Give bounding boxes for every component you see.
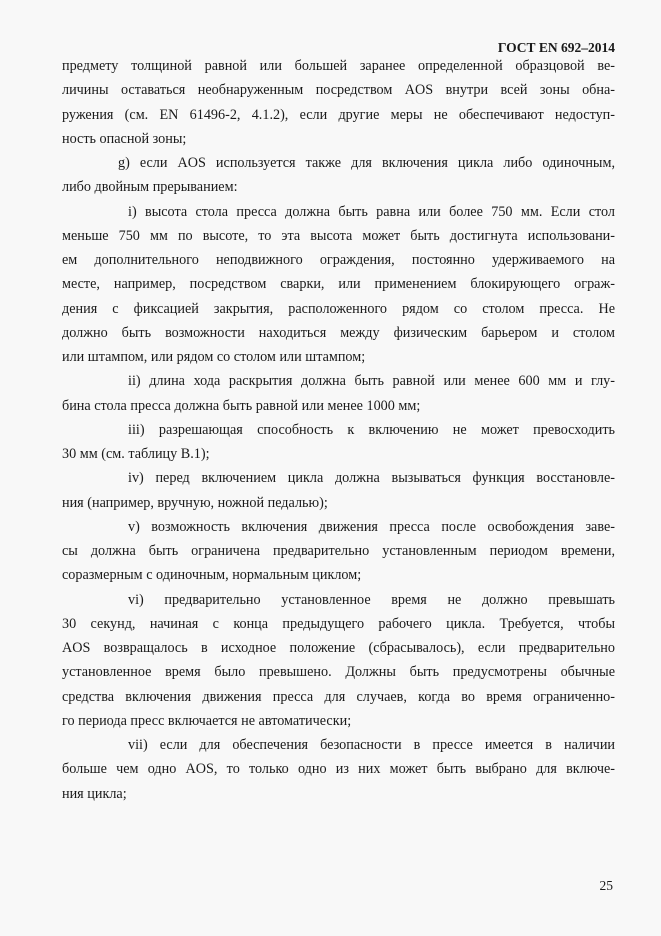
text-line: средства включения движения пресса для случаев, когда во время ограниченно- [62, 688, 615, 705]
text-line: предмету толщиной равной или большей заранее определенной образцовой ве- [62, 58, 615, 74]
text-line: ружения (см. EN 61496-2, 4.1.2), если другие меры не обеспечивают недоступ- [62, 106, 615, 123]
list-item-vi: vi) предварительно установленное время не должно превышать [128, 591, 615, 608]
list-item-g: g) если AOS используется также для включения цикла либо одиночным, [118, 155, 615, 171]
list-item-i: i) высота стола пресса должна быть равна или более 750 мм. Если стол [128, 203, 615, 220]
document-header: ГОСТ EN 692–2014 [497, 40, 615, 55]
page-number: 25 [599, 878, 613, 893]
document-body [62, 54, 615, 806]
text-line: либо двойным прерыванием: [62, 179, 238, 196]
text-line: сы должна быть ограничена предварительно установленным периодом времени, [62, 543, 615, 559]
list-item-v: v) возможность включения движения пресса после освобождения заве- [128, 518, 615, 535]
text-line: 30 мм (см. таблицу B.1); [62, 446, 210, 462]
text-line: бина стола пресса должна быть равной или менее 1000 мм; [62, 397, 421, 414]
text-line: ния (например, вручную, ножной педалью); [62, 494, 328, 511]
text-line: ем дополнительного неподвижного ограждения, постоянно удерживаемого на [62, 252, 615, 268]
text-line: больше чем одно AOS, то только одно из них может быть выбрано для включе- [62, 761, 615, 778]
text-line: го периода пресс включается не автоматически; [62, 712, 352, 729]
text-line: меньше 750 мм по высоте, то эта высота может быть достигнута использовани- [62, 227, 615, 244]
list-item-iv: iv) перед включением цикла должна вызываться функция восстановле- [128, 470, 615, 487]
text-line: 30 секунд, начиная с конца предыдущего рабочего цикла. Требуется, чтобы [62, 615, 615, 632]
text-line: или штампом, или рядом со столом или штампом; [62, 349, 366, 365]
text-line: соразмерным с одиночным, нормальным циклом; [62, 567, 362, 584]
text-line: месте, например, посредством сварки, или применением блокирующего ограж- [62, 276, 615, 293]
list-item-iii: iii) разрешающая способность к включению не может превосходить [128, 421, 615, 438]
text-line: ность опасной зоны; [62, 130, 187, 147]
list-item-vii: vii) если для обеспечения безопасности в прессе имеется в наличии [128, 737, 615, 753]
list-item-ii: ii) длина хода раскрытия должна быть равной или менее 600 мм и глу- [128, 373, 615, 390]
text-line: AOS возвращалось в исходное положение (сбрасывалось), если предварительно [62, 640, 615, 656]
text-line: личины оставаться необнаруженным посредством AOS внутри всей зоны обна- [62, 82, 615, 99]
text-line: установленное время было превышено. Должны быть предусмотрены обычные [62, 664, 615, 681]
text-line: должно быть возможности находиться между физическим барьером и столом [62, 324, 615, 341]
text-line: дения с фиксацией закрытия, расположенного рядом со столом пресса. Не [62, 300, 615, 317]
text-line: ния цикла; [62, 785, 127, 802]
